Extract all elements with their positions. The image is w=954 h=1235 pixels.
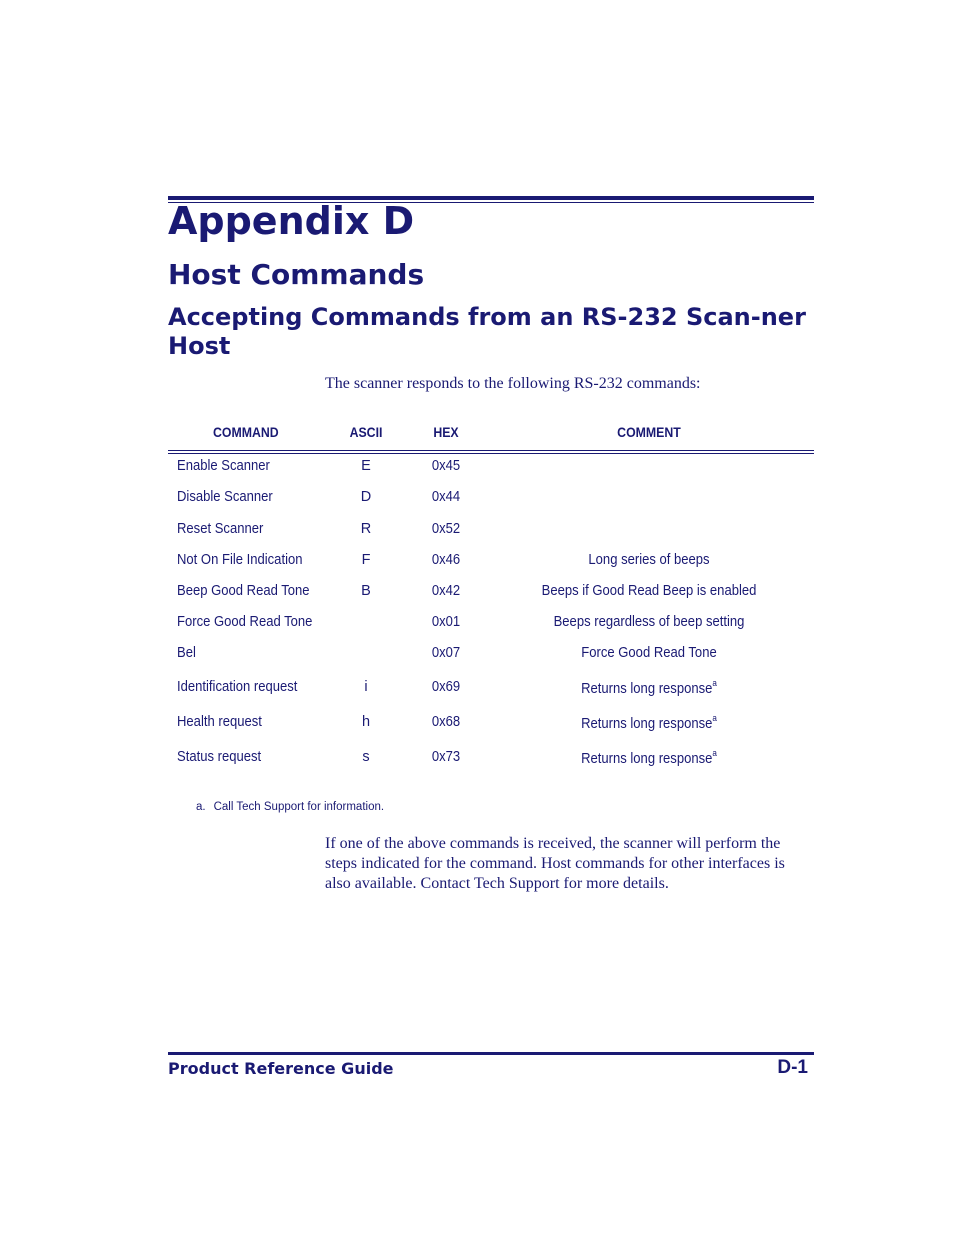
table-row bbox=[168, 675, 814, 699]
cell-command: Beep Good Read Tone bbox=[177, 583, 310, 599]
cell-ascii: i bbox=[364, 679, 368, 695]
comment-text: Returns long response bbox=[581, 716, 713, 732]
cell-command: Status request bbox=[177, 749, 262, 765]
footnote-text: Call Tech Support for information. bbox=[213, 801, 385, 813]
cell-hex: 0x69 bbox=[431, 679, 461, 695]
cell-command: Enable Scanner bbox=[177, 458, 270, 474]
cell-ascii: s bbox=[362, 749, 370, 765]
footnote-marker: a. bbox=[196, 801, 206, 813]
footnote-ref: a bbox=[712, 713, 717, 723]
table-row bbox=[168, 548, 814, 572]
footnote-ref: a bbox=[712, 748, 717, 758]
footer-title: Product Reference Guide bbox=[168, 1059, 394, 1078]
cell-command: Health request bbox=[177, 714, 262, 730]
table-footnote bbox=[196, 799, 384, 815]
comment-text: Returns long response bbox=[581, 751, 713, 767]
header-hex: HEX bbox=[433, 424, 459, 440]
cell-hex: 0x44 bbox=[431, 489, 461, 505]
table-row bbox=[168, 517, 814, 541]
comment-text: Force Good Read Tone bbox=[581, 645, 717, 661]
page-number: D-1 bbox=[777, 1057, 808, 1078]
cell-command: Identification request bbox=[177, 679, 298, 695]
cell-hex: 0x46 bbox=[431, 552, 461, 568]
cell-hex: 0x52 bbox=[431, 521, 461, 537]
comment-text: Returns long response bbox=[581, 681, 713, 697]
comment-text: Beeps if Good Read Beep is enabled bbox=[541, 583, 757, 599]
section-title: Host Commands bbox=[168, 258, 425, 291]
cell-ascii: E bbox=[361, 458, 371, 474]
footnote-ref: a bbox=[712, 678, 717, 688]
cell-ascii: R bbox=[360, 521, 372, 537]
intro-text: The scanner responds to the following RS-232 commands: bbox=[325, 375, 701, 392]
table-row bbox=[168, 745, 814, 769]
cell-hex: 0x73 bbox=[431, 749, 461, 765]
subsection-title: Accepting Commands from an RS-232 Scan-ner Host bbox=[168, 303, 806, 360]
cell-command: Force Good Read Tone bbox=[177, 614, 313, 630]
appendix-title: Appendix D bbox=[168, 199, 415, 243]
cell-hex: 0x45 bbox=[431, 458, 461, 474]
cell-command: Disable Scanner bbox=[177, 489, 273, 505]
table-header-rule-1 bbox=[168, 450, 814, 451]
header-ascii: ASCII bbox=[349, 424, 383, 440]
cell-comment bbox=[523, 579, 775, 603]
cell-comment bbox=[523, 712, 775, 736]
table-row bbox=[168, 454, 814, 478]
cell-comment bbox=[523, 641, 775, 665]
cell-comment bbox=[523, 677, 775, 701]
cell-command: Not On File Indication bbox=[177, 552, 303, 568]
table-row bbox=[168, 610, 814, 634]
cell-hex: 0x42 bbox=[431, 583, 461, 599]
table-row bbox=[168, 485, 814, 509]
table-row bbox=[168, 710, 814, 734]
header-comment: COMMENT bbox=[617, 424, 681, 440]
cell-hex: 0x01 bbox=[431, 614, 461, 630]
cell-ascii: h bbox=[361, 714, 371, 730]
cell-comment bbox=[523, 548, 775, 572]
header-command: COMMAND bbox=[213, 424, 279, 440]
comment-text: Beeps regardless of beep setting bbox=[553, 614, 745, 630]
cell-command: Bel bbox=[177, 645, 196, 661]
cell-comment bbox=[523, 610, 775, 634]
body-paragraph: If one of the above commands is received, the scanner will perform the steps indicated for the command. Host commands for other interfaces is also available. Contact Tech Support for more details. bbox=[325, 835, 785, 892]
cell-command: Reset Scanner bbox=[177, 521, 264, 537]
cell-comment bbox=[523, 747, 775, 771]
cell-ascii: D bbox=[360, 489, 372, 505]
footer-rule bbox=[168, 1052, 814, 1055]
comment-text: Long series of beeps bbox=[588, 552, 710, 568]
table-row bbox=[168, 579, 814, 603]
cell-hex: 0x68 bbox=[431, 714, 461, 730]
cell-ascii: B bbox=[361, 583, 371, 599]
cell-hex: 0x07 bbox=[431, 645, 461, 661]
cell-ascii: F bbox=[361, 552, 371, 568]
table-row bbox=[168, 641, 814, 665]
